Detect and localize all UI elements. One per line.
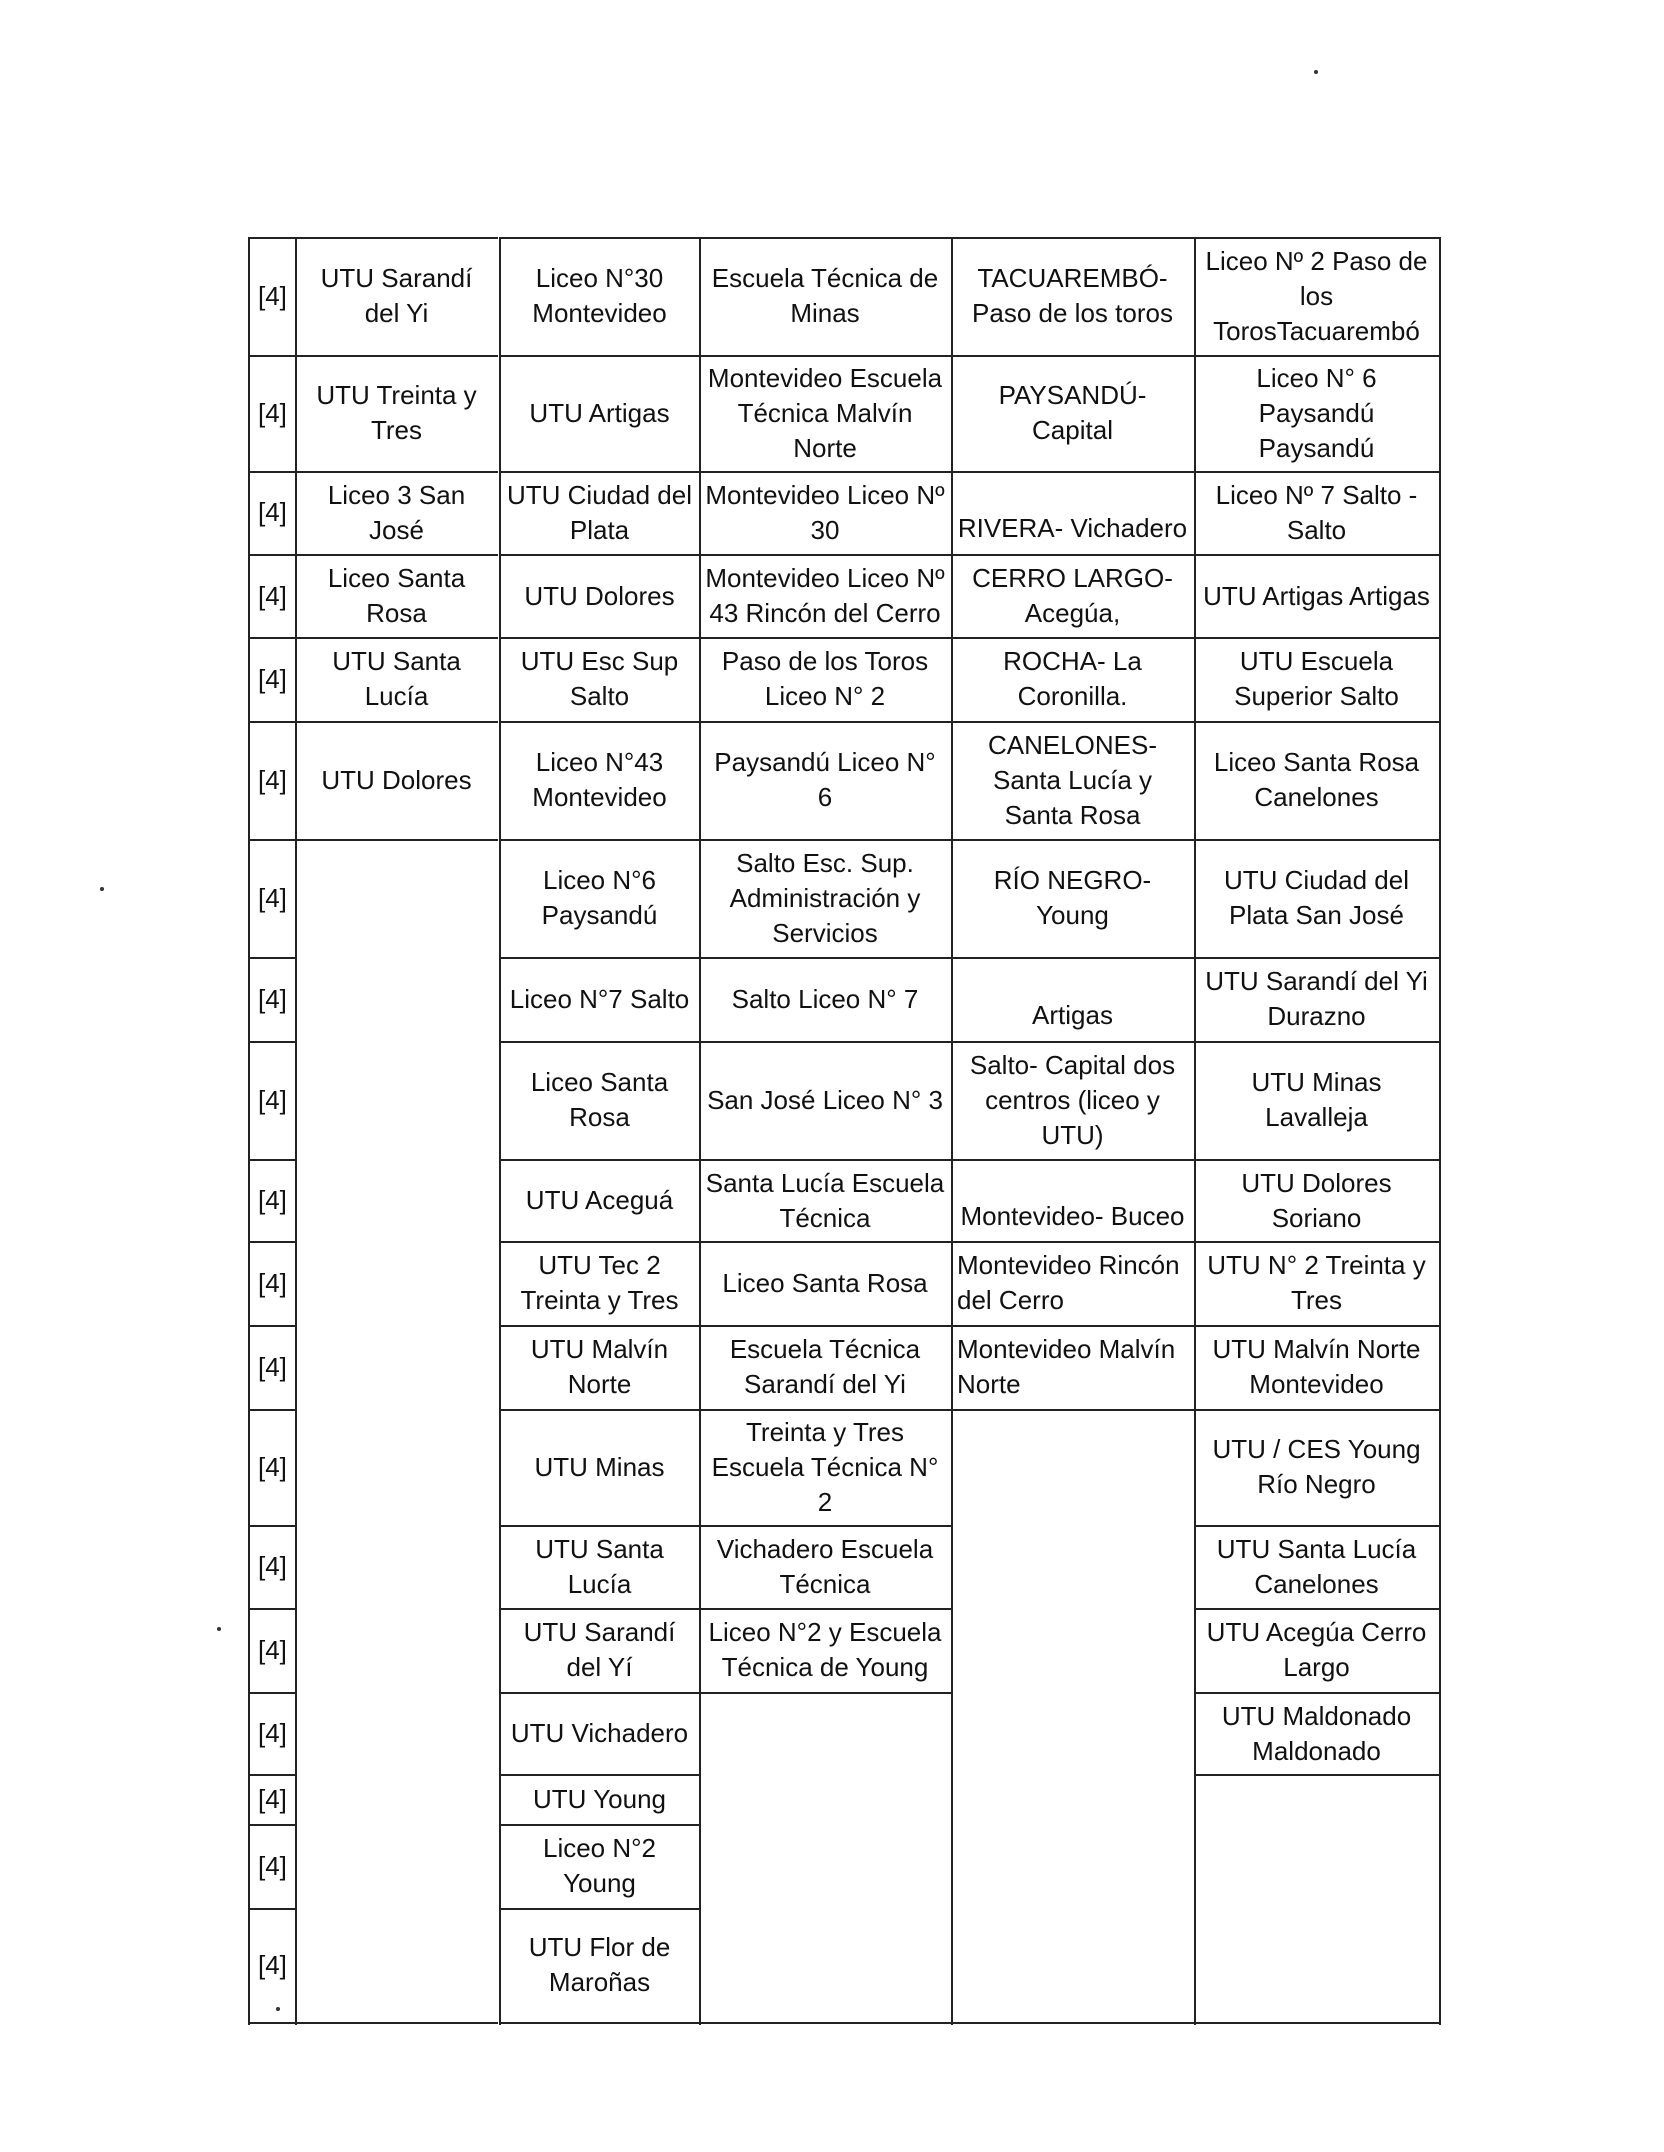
- table-cell: UTU Aceguá: [525, 1185, 674, 1215]
- table-rule: [699, 1608, 951, 1610]
- table-rule: [248, 721, 295, 723]
- table-cell: PAYSANDÚ- Capital: [998, 380, 1147, 445]
- table-cell: UTU / CES Young Río Negro: [1212, 1434, 1421, 1499]
- table-rule: [248, 1409, 295, 1411]
- table-rule: [1194, 355, 1439, 357]
- table-rule: [1194, 1241, 1439, 1243]
- table-rule: [1194, 471, 1439, 473]
- table-rule: [951, 1409, 1194, 1411]
- table-cell: TACUAREMBÓ- Paso de los toros: [972, 263, 1173, 328]
- table-rule: [1194, 1608, 1439, 1610]
- table-rule: [1194, 1774, 1439, 1776]
- table-cell: Escuela Técnica de Minas: [711, 263, 939, 328]
- table-cell: Salto- Capital dos centros (liceo y UTU): [969, 1049, 1176, 1150]
- table-rule: [248, 1824, 295, 1826]
- table-rule: [248, 1041, 295, 1043]
- reference-cell: [4]: [258, 1718, 287, 1748]
- table-rule: [499, 471, 700, 473]
- table-rule: [1194, 839, 1439, 841]
- table-rule: [1194, 1041, 1439, 1043]
- table-rule: [499, 839, 700, 841]
- table-rule: [1194, 637, 1439, 639]
- table-rule: [699, 1692, 951, 1694]
- table-cell: UTU Tec 2 Treinta y Tres: [520, 1250, 679, 1315]
- table-rule: [951, 471, 1194, 473]
- table-cell: Montevideo Liceo Nº 43 Rincón del Cerro: [705, 563, 945, 628]
- table-rule: [699, 957, 951, 959]
- reference-cell: [4]: [258, 497, 287, 527]
- table-rule: [699, 1409, 951, 1411]
- table-rule: [1194, 2022, 1439, 2024]
- table-cell: Escuela Técnica Sarandí del Yi: [729, 1334, 921, 1399]
- table-cell: UTU Escuela Superior Salto: [1234, 646, 1399, 711]
- table-cell: Salto Esc. Sup. Administración y Servicios: [729, 847, 921, 948]
- table-cell: Liceo Santa Rosa Canelones: [1213, 747, 1420, 812]
- table-rule: [499, 237, 501, 2025]
- table-rule: [248, 1525, 295, 1527]
- table-rule: [248, 237, 295, 239]
- reference-cell: [4]: [258, 280, 287, 311]
- table-cell: Liceo N°43 Montevideo: [532, 747, 667, 812]
- table-cell: RIVERA- Vichadero: [957, 513, 1188, 543]
- reference-cell: [4]: [258, 1634, 287, 1665]
- table-cell: ROCHA- La Coronilla.: [1003, 646, 1142, 711]
- table-rule: [248, 1908, 295, 1910]
- table-cell: UTU N° 2 Treinta y Tres: [1207, 1250, 1426, 1315]
- table-cell: UTU Dolores: [321, 764, 472, 795]
- table-rule: [1439, 237, 1441, 2025]
- table-cell: UTU Esc Sup Salto: [520, 646, 679, 711]
- table-cell: UTU Acegúa Cerro Largo: [1206, 1617, 1427, 1682]
- table-cell: RÍO NEGRO- Young: [993, 865, 1152, 930]
- table-cell: UTU Dolores Soriano: [1241, 1167, 1392, 1233]
- table-cell: UTU Young: [533, 1783, 666, 1814]
- table-cell: UTU Santa Lucía: [535, 1533, 664, 1599]
- table-cell: Liceo 3 San José: [327, 479, 466, 545]
- table-rule: [499, 1908, 700, 1910]
- table-cell: Montevideo Malvín Norte: [957, 1334, 1176, 1399]
- scan-dot: [217, 1627, 221, 1631]
- table-rule: [1194, 1159, 1439, 1161]
- table-rule: [248, 1692, 295, 1694]
- table-cell: UTU Santa Lucía Canelones: [1216, 1533, 1417, 1599]
- table-rule: [951, 637, 1194, 639]
- table-rule: [248, 237, 250, 2025]
- table-rule: [248, 471, 295, 473]
- reference-cell: [4]: [258, 580, 287, 611]
- table-rule: [295, 471, 498, 473]
- table-rule: [295, 721, 498, 723]
- reference-cell: [4]: [258, 764, 287, 795]
- table-rule: [248, 1608, 295, 1610]
- table-rule: [699, 554, 951, 556]
- scan-dot: [100, 887, 104, 891]
- reference-cell: [4]: [258, 1185, 287, 1215]
- table-cell: Liceo N°2 y Escuela Técnica de Young: [708, 1617, 942, 1682]
- table-rule: [699, 637, 951, 639]
- table-rule: [499, 1774, 700, 1776]
- table-cell: Liceo Santa Rosa: [327, 563, 466, 628]
- table-cell: Artigas: [1032, 1000, 1113, 1030]
- table-rule: [699, 721, 951, 723]
- table-rule: [951, 355, 1194, 357]
- table-cell: Liceo N° 6 Paysandú Paysandú: [1256, 362, 1377, 463]
- table-rule: [499, 1325, 700, 1327]
- table-cell: CERRO LARGO- Acegúa,: [972, 563, 1173, 628]
- table-rule: [248, 1159, 295, 1161]
- table-rule: [248, 637, 295, 639]
- table-cell: Liceo Santa Rosa: [530, 1067, 669, 1132]
- table-rule: [951, 957, 1194, 959]
- table-cell: Liceo N°30 Montevideo: [532, 263, 667, 328]
- table-rule: [499, 554, 700, 556]
- table-rule: [951, 554, 1194, 556]
- table-rule: [699, 471, 951, 473]
- reference-cell: [4]: [258, 663, 287, 694]
- table-cell: UTU Artigas Artigas: [1203, 580, 1430, 611]
- table-rule: [295, 2022, 498, 2024]
- table-rule: [951, 839, 1194, 841]
- reference-cell: [4]: [258, 1084, 287, 1115]
- table-cell: UTU Artigas: [529, 397, 670, 428]
- reference-cell: [4]: [258, 397, 287, 428]
- table-rule: [951, 721, 1194, 723]
- table-rule: [499, 1041, 700, 1043]
- scan-dot: [276, 2007, 280, 2011]
- table-rule: [699, 237, 701, 2025]
- table-cell: Paso de los Toros Liceo N° 2: [721, 646, 929, 711]
- reference-cell: [4]: [258, 983, 287, 1014]
- table-cell: Treinta y Tres Escuela Técnica N° 2: [711, 1416, 939, 1517]
- scan-dot: [1314, 70, 1318, 74]
- table-rule: [1194, 554, 1439, 556]
- reference-cell: [4]: [258, 1451, 287, 1482]
- table-cell: Liceo Santa Rosa: [722, 1267, 928, 1298]
- table-cell: UTU Ciudad del Plata: [507, 479, 692, 545]
- reference-cell: [4]: [258, 1949, 287, 1980]
- table-rule: [699, 355, 951, 357]
- table-rule: [499, 637, 700, 639]
- table-cell: Santa Lucía Escuela Técnica: [705, 1167, 945, 1233]
- table-rule: [699, 1325, 951, 1327]
- table-rule: [699, 1525, 951, 1527]
- reference-cell: [4]: [258, 1267, 287, 1298]
- table-cell: UTU Minas Lavalleja: [1251, 1067, 1382, 1132]
- table-rule: [1194, 1325, 1439, 1327]
- table-rule: [499, 1159, 700, 1161]
- table-rule: [295, 637, 498, 639]
- table-cell: Montevideo Liceo Nº 30: [705, 479, 945, 545]
- table-rule: [699, 1041, 951, 1043]
- table-cell: UTU Malvín Norte: [530, 1334, 669, 1399]
- table-rule: [499, 237, 700, 239]
- table-rule: [248, 839, 295, 841]
- reference-cell: [4]: [258, 1551, 287, 1581]
- table-cell: CANELONES- Santa Lucía y Santa Rosa: [987, 729, 1158, 830]
- table-rule: [1194, 721, 1439, 723]
- table-cell: Montevideo- Buceo: [960, 1201, 1185, 1231]
- table-rule: [1194, 237, 1439, 239]
- table-cell: UTU Vichadero: [510, 1718, 689, 1748]
- table-rule: [951, 1159, 1194, 1161]
- table-cell: UTU Sarandí del Yi: [320, 263, 473, 328]
- table-rule: [699, 2022, 951, 2024]
- table-cell: UTU Ciudad del Plata San José: [1224, 865, 1409, 930]
- table-rule: [499, 2022, 700, 2024]
- table-rule: [499, 1692, 700, 1694]
- table-rule: [951, 237, 953, 2025]
- table-cell: Liceo N°2 Young: [542, 1833, 656, 1898]
- table-rule: [951, 1041, 1194, 1043]
- reference-cell: [4]: [258, 1850, 287, 1881]
- table-cell: San José Liceo N° 3: [707, 1084, 943, 1115]
- table-rule: [248, 957, 295, 959]
- table-rule: [248, 1325, 295, 1327]
- table-rule: [499, 1409, 700, 1411]
- reference-cell: [4]: [258, 1783, 287, 1814]
- table-rule: [499, 355, 700, 357]
- table-rule: [1194, 1409, 1439, 1411]
- table-cell: Vichadero Escuela Técnica: [716, 1533, 934, 1599]
- table-cell: Montevideo Rincón del Cerro: [957, 1250, 1180, 1315]
- table-cell: Liceo Nº 7 Salto - Salto: [1215, 479, 1418, 545]
- table-rule: [499, 1525, 700, 1527]
- reference-cell: [4]: [258, 882, 287, 913]
- table-rule: [1194, 957, 1439, 959]
- table-cell: Montevideo Escuela Técnica Malvín Norte: [707, 362, 943, 463]
- table-cell: Liceo Nº 2 Paso de los TorosTacuarembó: [1205, 245, 1428, 346]
- table-rule: [499, 957, 700, 959]
- table-rule: [295, 355, 498, 357]
- table-rule: [951, 1241, 1194, 1243]
- table-cell: Paysandú Liceo N° 6: [714, 747, 936, 812]
- table-cell: Salto Liceo N° 7: [731, 983, 919, 1014]
- table-rule: [1194, 1525, 1439, 1527]
- table-rule: [295, 237, 297, 2025]
- table-rule: [699, 237, 951, 239]
- table-rule: [499, 721, 700, 723]
- table-rule: [951, 1325, 1194, 1327]
- table-rule: [295, 839, 498, 841]
- table-cell: UTU Treinta y Tres: [316, 380, 477, 445]
- table-rule: [248, 554, 295, 556]
- table-rule: [1194, 1692, 1439, 1694]
- table-cell: UTU Sarandí del Yi Durazno: [1205, 966, 1428, 1031]
- table-rule: [699, 1241, 951, 1243]
- table-rule: [699, 1159, 951, 1161]
- table-rule: [951, 237, 1194, 239]
- table-cell: UTU Minas: [534, 1451, 665, 1482]
- reference-cell: [4]: [258, 1351, 287, 1382]
- table-cell: Liceo N°6 Paysandú: [541, 865, 658, 930]
- table-cell: UTU Santa Lucía: [332, 646, 461, 711]
- table-cell: UTU Flor de Maroñas: [528, 1932, 671, 1997]
- table-rule: [499, 1608, 700, 1610]
- table-rule: [295, 237, 498, 239]
- table-rule: [248, 355, 295, 357]
- table-cell: UTU Malvín Norte Montevideo: [1212, 1334, 1421, 1399]
- table-rule: [499, 1824, 700, 1826]
- table-rule: [1194, 237, 1196, 2025]
- table-cell: UTU Maldonado Maldonado: [1221, 1700, 1412, 1766]
- table-cell: UTU Dolores: [524, 580, 675, 611]
- table-rule: [248, 1774, 295, 1776]
- table-cell: Liceo N°7 Salto: [509, 983, 690, 1014]
- table-rule: [699, 839, 951, 841]
- table-rule: [295, 554, 498, 556]
- table-rule: [248, 1241, 295, 1243]
- table-rule: [499, 1241, 700, 1243]
- table-rule: [248, 2022, 295, 2024]
- table-cell: UTU Sarandí del Yí: [523, 1617, 676, 1682]
- table-rule: [951, 2022, 1194, 2024]
